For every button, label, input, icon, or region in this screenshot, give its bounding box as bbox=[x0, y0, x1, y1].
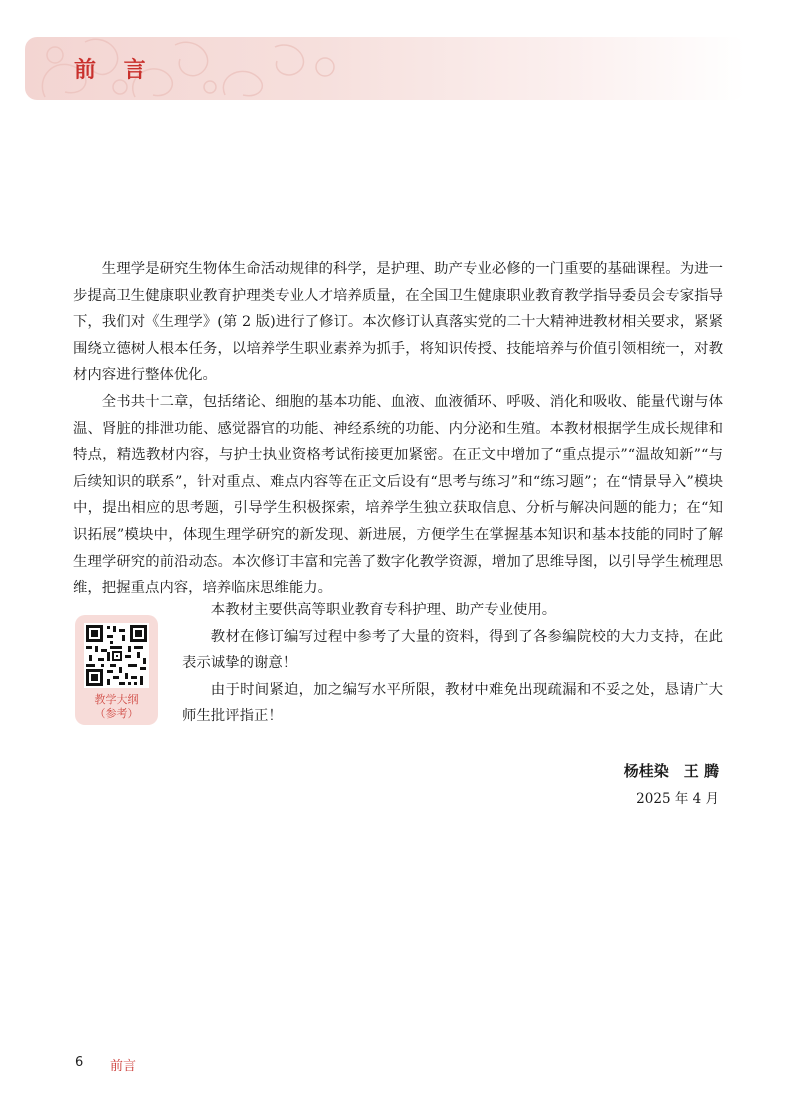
page-number: 6 bbox=[75, 1055, 84, 1070]
paragraph-5: 由于时间紧迫，加之编写水平所限，教材中难免出现疏漏和不妥之处，恳请广大师生批评指正！ bbox=[182, 681, 723, 725]
paragraph-2: 全书共十二章，包括绪论、细胞的基本功能、血液、血液循环、呼吸、消化和吸收、能量代谢与体温、肾脏的排泄功能、感觉器官的功能、神经系统的功能、内分泌和生殖。本教材根据学生成长规律和特点，精选教材内容，与护士执业资格考试衔接更加紧密。在正文中增加了“重点提示”“温故知新”“与后续知识的联系”，针对重点、难点内容等在正文后设有“思考与练习”和“练习题”；在“情景导入”模块中，提出相应的思考题，引导学生积极探索，培养学生独立获取信息、分析与解决问题的能力；在“知识拓展”模块中，体现生理学研究的新发现、新进展，方便学生在掌握基本知识和基本技能的同时了解生理学研究的前沿动态。本次修订丰富和完善了数字化教学资源，增加了思维导图，以引导学生梳理思维，把握重点内容，培养临床思维能力。 bbox=[73, 393, 723, 597]
page-title: 前 言 bbox=[74, 58, 156, 83]
closing-text bbox=[182, 597, 723, 730]
paragraph-1: 生理学是研究生物体生命活动规律的科学，是护理、助产专业必修的一门重要的基础课程。为进一步提高卫生健康职业教育护理类专业人才培养质量，在全国卫生健康职业教育教学指导委员会专家指导下，我们对《生理学》(第 2 版)进行了修订。本次修订认真落实党的二十大精神进教材相关要求，紧紧围绕立德树人根本任务，以培养学生职业素养为抓手，将知识传授、技能培养与价值引领相统一，对教材内容进行整体优化。 bbox=[73, 261, 723, 384]
main-text bbox=[73, 256, 723, 602]
author-names: 杨桂染 王 腾 bbox=[623, 762, 719, 780]
signature-date: 2025 年 4 月 bbox=[636, 791, 719, 807]
qr-label-subtitle: （参考） bbox=[94, 707, 139, 720]
qr-code-icon[interactable] bbox=[84, 623, 149, 688]
qr-label-title: 教学大纲 bbox=[94, 693, 139, 706]
paragraph-3: 本教材主要供高等职业教育专科护理、助产专业使用。 bbox=[210, 602, 557, 618]
qr-card[interactable] bbox=[75, 615, 158, 725]
footer-section-title: 前言 bbox=[110, 1059, 137, 1074]
paragraph-4: 教材在修订编写过程中参考了大量的资料，得到了各参编院校的大力支持，在此表示诚挚的谢意！ bbox=[182, 628, 723, 672]
